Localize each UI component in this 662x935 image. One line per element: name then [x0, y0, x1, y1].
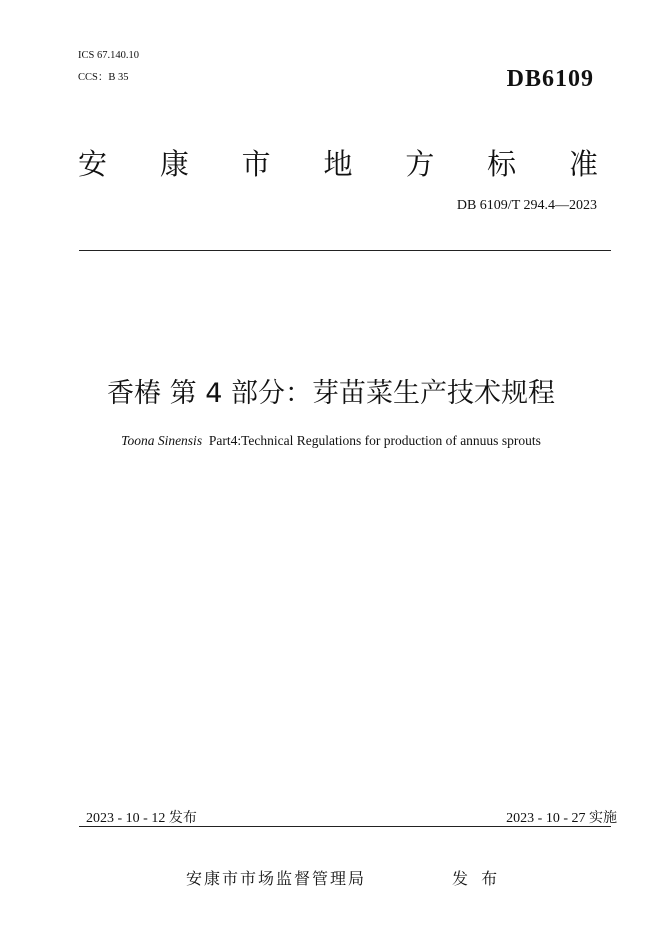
standard-title-char: 地: [323, 147, 353, 181]
ics-code: ICS 67.140.10: [78, 50, 139, 61]
standard-title-char: 安: [78, 147, 108, 181]
publish-date-value: 2023 - 10 - 12: [86, 811, 166, 826]
db-code: DB6109: [506, 66, 594, 92]
top-divider: [79, 250, 611, 251]
standard-title-char: 方: [405, 147, 435, 181]
publish-label: 发布: [168, 810, 197, 826]
standard-title-char: 市: [241, 147, 271, 181]
ccs-code: CCS：B 35: [78, 72, 129, 83]
bottom-divider: [79, 826, 611, 827]
issuing-authority: 安康市市场监督管理局: [186, 869, 367, 888]
standard-title-char: 标: [487, 147, 517, 181]
standard-title-char: 康: [159, 147, 189, 181]
english-title-species: Toona Sinensis: [121, 433, 203, 448]
standard-number: DB 6109/T 294.4—2023: [456, 198, 597, 213]
implement-label: 实施: [589, 810, 617, 826]
publish-date: [86, 807, 197, 827]
standard-title: [78, 142, 598, 183]
issue-word: 发 布: [452, 869, 502, 888]
implement-date-value: 2023 - 10 - 27: [506, 811, 586, 826]
standard-title-char: 准: [568, 147, 598, 181]
document-title: 香椿 第 4 部分：芽苗菜生产技术规程: [107, 378, 555, 409]
implement-date: [506, 807, 617, 827]
english-title-text: Part4:Technical Regulations for production of annuus sprouts: [208, 433, 541, 448]
english-title: [0, 433, 662, 449]
